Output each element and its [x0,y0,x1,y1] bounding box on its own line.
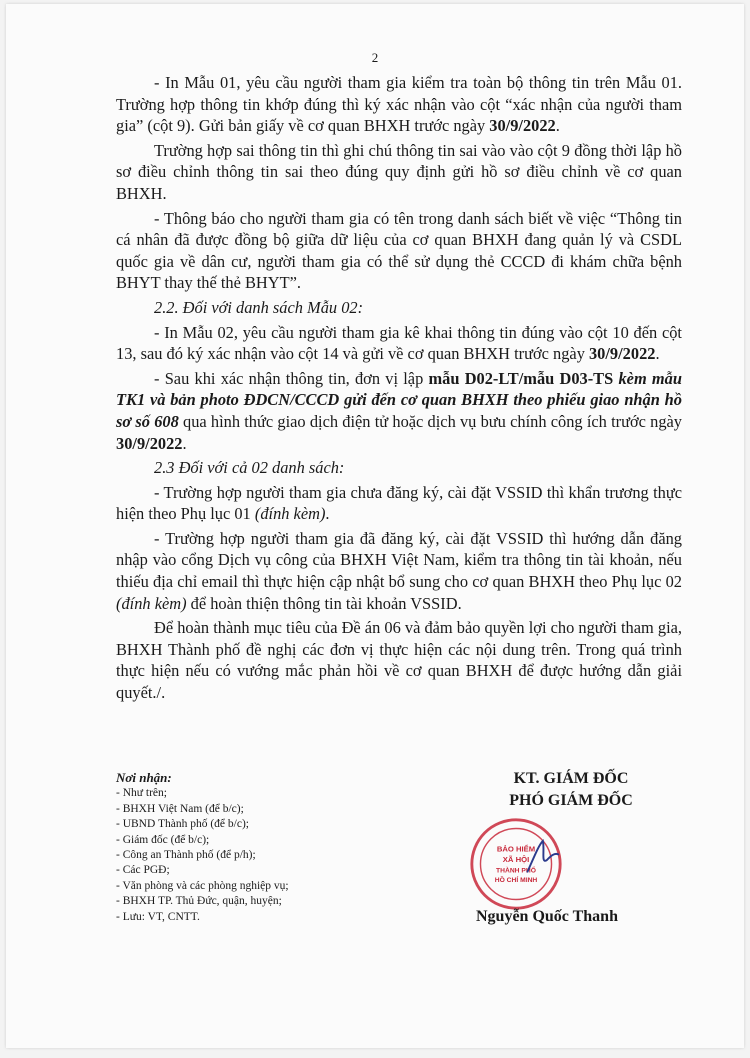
text-run: . [182,433,187,453]
seal-text: XÃ HỘI [502,855,530,865]
deadline-date: 30/9/2022 [116,433,183,453]
signature-title-line1: KT. GIÁM ĐỐC [513,770,629,787]
paragraph-notify: - Thông báo cho người tham gia có tên trong danh sách biết về việc “Thông tin cá nhân đã được đồng bộ giữa dữ liệu của cơ quan BHXH đang quản lý và CSDL quốc gia về dân cư, người tham gia có thể sử dụng thẻ CCCD đi khám chữa bệnh BHYT thay thế thẻ BHYT”. [116,208,682,293]
paragraph-vssid-registered [116,528,682,614]
text-run: . [555,116,560,136]
seal-text: BẢO HIỂM [496,844,536,854]
text-run: - Trường hợp người tham gia đã đăng ký, cài đặt VSSID thì hướng dẫn đăng nhập vào cổng Dịch vụ công của BHXH Việt Nam, kiểm tra thông tin tài khoản, nếu thiếu địa chỉ email thì thực hiện cập nhật bổ sung cho cơ quan BHXH theo Phụ lục 02 [116,528,682,592]
official-seal [468,816,564,912]
paragraph-mau01-check [116,72,682,137]
seal-text: THÀNH PHỐ [496,867,536,875]
text-run: để hoàn thiện thông tin tài khoản VSSID. [186,593,462,613]
document-body [116,72,682,707]
recipients-block [116,770,376,925]
recipient-item: - Công an Thành phố (để p/h); [116,849,256,862]
paragraph-mau02-fill [116,322,682,365]
document-page [6,4,744,1048]
recipient-item: - Các PGĐ; [116,864,170,877]
text-run: - Trường hợp người tham gia chưa đăng ký, cài đặt VSSID thì khẩn trương thực hiện theo Phụ lục 01 [116,482,682,524]
paragraph-submit-forms [116,368,682,454]
seal-text: HỒ CHÍ MINH [494,877,538,885]
text-run: - Sau khi xác nhận thông tin, đơn vị lập [154,368,429,388]
recipient-item: - Như trên; [116,787,167,800]
paragraph-vssid-unregistered [116,482,682,525]
text-run: . [325,504,330,524]
text-run: - In Mẫu 01, yêu cầu người tham gia kiểm tra toàn bộ thông tin trên Mẫu 01. Trường hợp thông tin khớp đúng thì ký xác nhận vào cột “xác nhận của người tham gia” (cột 9). Gửi bản giấy về cơ quan BHXH trước ngày [116,73,682,136]
attached-note: (đính kèm) [254,504,326,524]
attachment-note: kèm mẫu TK1 và bản photo ĐDCN/CCCD gửi đến cơ quan BHXH theo phiếu giao nhận hồ sơ số 608 [116,368,682,431]
recipient-item: - BHXH Việt Nam (để b/c); [116,802,244,815]
text-run: . [655,344,660,364]
recipients-title: Nơi nhận: [116,770,172,785]
heading-2-3: 2.3 Đối với cả 02 danh sách: [154,458,345,478]
recipient-item: - Giám đốc (để b/c); [116,833,210,846]
deadline-date: 30/9/2022 [489,116,556,136]
recipient-item: - Văn phòng và các phòng nghiệp vụ; [116,879,289,892]
recipient-item: - BHXH TP. Thủ Đức, quận, huyện; [116,895,282,908]
text-run: - In Mẫu 02, yêu cầu người tham gia kê khai thông tin đúng vào cột 10 đến cột 13, sau đó ký xác nhận vào cột 14 và gửi về cơ quan BHXH trước ngày [116,322,682,364]
recipient-item: - Lưu: VT, CNTT. [116,910,200,923]
recipient-item: - UBND Thành phố (để b/c); [116,818,249,831]
heading-2-2: 2.2. Đối với danh sách Mẫu 02: [154,297,364,317]
signature-block [446,768,696,812]
page-number: 2 [371,50,379,65]
form-codes: mẫu D02-LT/mẫu D03-TS [428,368,614,388]
signature-title-line2: PHÓ GIÁM ĐỐC [509,792,633,809]
paragraph-wrong-info: Trường hợp sai thông tin thì ghi chú thông tin sai vào vào cột 9 đồng thời lập hồ sơ điều chỉnh thông tin sai theo đúng quy định gửi hồ sơ điều chỉnh về cơ quan BHXH. [116,140,682,203]
text-run: qua hình thức giao dịch điện tử hoặc dịch vụ bưu chính công ích trước ngày [178,411,682,431]
attached-note: (đính kèm) [116,593,187,613]
recipients-list [116,786,376,925]
deadline-date: 30/9/2022 [588,344,656,364]
paragraph-closing: Để hoàn thành mục tiêu của Đề án 06 và đảm bảo quyền lợi cho người tham gia, BHXH Thành phố đề nghị các đơn vị thực hiện các nội dung trên. Trong quá trình thực hiện nếu có vướng mắc phản hồi về cơ quan BHXH để được hướng dẫn giải quyết./. [116,618,682,703]
signer-name: Nguyễn Quốc Thanh [476,908,618,925]
